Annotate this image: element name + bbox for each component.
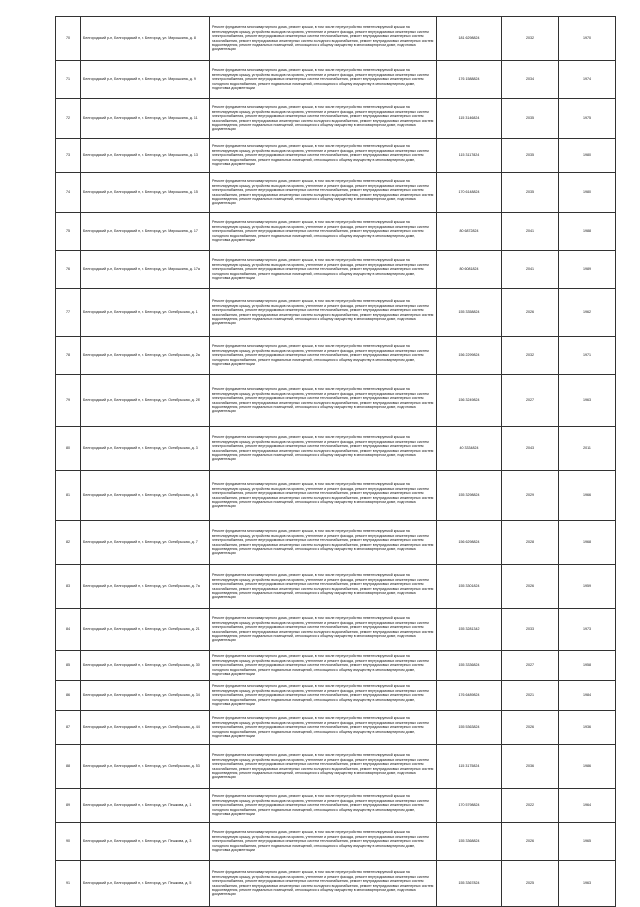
works-cell: Ремонт фундамента многоквартирного дома, ремонт крыши, в том числе переустройство невентилируемой крыши на вентилируемую крышу, устройство выходов на кровлю, утепление и ремонт фасада, ремонт внутридомовых инженерных систем электроснабжения, ремонт внутридомовых инженерных систем теплоснабжения, ремонт внутридомовых инженерных систем холодного водоснабжения, ремонт подвальных помещений, относящихся к общему имуществу в многоквартирном доме, подготовка документации <box>210 789 437 823</box>
table-row <box>56 337 616 375</box>
address-cell: Белгородский р-н, Белгородский п, г. Белгород, ул. Мирошкина, д. 17 <box>81 213 210 251</box>
table-row <box>56 375 616 427</box>
row-number: 82 <box>56 521 81 565</box>
cost-cell: 156 2299824 <box>437 337 502 375</box>
planned-year-cell: 2036 <box>502 745 559 789</box>
works-cell: Ремонт фундамента многоквартирного дома, ремонт крыши, в том числе переустройство невентилируемой крыши на вентилируемую крышу, устройство выходов на кровлю, утепление и ремонт фасада, ремонт внутридомовых инженерных систем электроснабжения, ремонт внутридомовых инженерных систем теплоснабжения, ремонт внутридомовых инженерных систем газоснабжения, ремонт внутридомовых инженерных систем холодного водоснабжения, ремонт внутридомовых инженерных систем водоотведения, ремонт подвальных помещений, относящихся к общему имуществу в многоквартирном доме, подготовка документации <box>210 99 437 139</box>
cost-cell: 156 3249824 <box>437 375 502 427</box>
cost-cell: 155 3301824 <box>437 565 502 609</box>
works-cell: Ремонт фундамента многоквартирного дома, ремонт крыши, в том числе переустройство невентилируемой крыши на вентилируемую крышу, устройство выходов на кровлю, утепление и ремонт фасада, ремонт внутридомовых инженерных систем электроснабжения, ремонт внутридомовых инженерных систем теплоснабжения, ремонт внутридомовых инженерных систем газоснабжения, ремонт внутридомовых инженерных систем холодного водоснабжения, ремонт внутридомовых инженерных систем водоотведения, ремонт подвальных помещений, относящихся к общему имуществу в многоквартирном доме, подготовка документации <box>210 375 437 427</box>
table-body <box>56 17 616 907</box>
row-number: 79 <box>56 375 81 427</box>
address-cell: Белгородский р-н, Белгородский п, г. Белгород, ул. Октябрьская, д. 2а <box>81 337 210 375</box>
address-cell: Белгородский р-н, Белгородский п, г. Белгород, ул. Пешкова, д. 3 <box>81 823 210 861</box>
built-year-cell: 1975 <box>559 99 616 139</box>
planned-year-cell: 2025 <box>502 861 559 907</box>
works-cell: Ремонт фундамента многоквартирного дома, ремонт крыши, в том числе переустройство невентилируемой крыши на вентилируемую крышу, устройство выходов на кровлю, утепление и ремонт фасада, ремонт внутридомовых инженерных систем электроснабжения, ремонт внутридомовых инженерных систем теплоснабжения, ремонт внутридомовых инженерных систем газоснабжения, ремонт внутридомовых инженерных систем холодного водоснабжения, ремонт внутридомовых инженерных систем водоотведения, ремонт подвальных помещений, относящихся к общему имуществу в многоквартирном доме, подготовка документации <box>210 521 437 565</box>
planned-year-cell: 2027 <box>502 651 559 681</box>
address-cell: Белгородский р-н, Белгородский п, г. Белгород, ул. Октябрьская, д. 1 <box>81 289 210 337</box>
built-year-cell: 1973 <box>559 609 616 651</box>
planned-year-cell: 2032 <box>502 337 559 375</box>
cost-cell: 181 6298824 <box>437 17 502 61</box>
table-row <box>56 251 616 289</box>
address-cell: Белгородский р-н, Белгородский п, г. Белгород, ул. Октябрьская, д. 53 <box>81 745 210 789</box>
address-cell: Белгородский р-н, Белгородский п, г. Белгород, ул. Мирошкина, д. 8 <box>81 17 210 61</box>
table-row <box>56 711 616 745</box>
works-cell: Ремонт фундамента многоквартирного дома, ремонт крыши, в том числе переустройство невентилируемой крыши на вентилируемую крышу, устройство выходов на кровлю, утепление и ремонт фасада, ремонт внутридомовых инженерных систем электроснабжения, ремонт внутридомовых инженерных систем теплоснабжения, ремонт внутридомовых инженерных систем газоснабжения, ремонт внутридомовых инженерных систем холодного водоснабжения, ремонт внутридомовых инженерных систем водоотведения, ремонт подвальных помещений, относящихся к общему имуществу в многоквартирном доме, подготовка документации <box>210 427 437 471</box>
cost-cell: 155 3368824 <box>437 823 502 861</box>
cost-cell: 155 3367824 <box>437 861 502 907</box>
planned-year-cell: 2033 <box>502 609 559 651</box>
works-cell: Ремонт фундамента многоквартирного дома, ремонт крыши, в том числе переустройство невентилируемой крыши на вентилируемую крышу, устройство выходов на кровлю, утепление и ремонт фасада, ремонт внутридомовых инженерных систем электроснабжения, ремонт внутридомовых инженерных систем теплоснабжения, ремонт внутридомовых инженерных систем холодного водоснабжения, ремонт подвальных помещений, относящихся к общему имуществу в многоквартирном доме, подготовка документации <box>210 337 437 375</box>
built-year-cell: 1980 <box>559 139 616 173</box>
address-cell: Белгородский р-н, Белгородский п, г. Белгород, ул. Мирошкина, д. 17а <box>81 251 210 289</box>
built-year-cell: 1964 <box>559 789 616 823</box>
built-year-cell: 1959 <box>559 565 616 609</box>
address-cell: Белгородский р-н, Белгородский п, г. Белгород, ул. Октябрьская, д. 5 <box>81 471 210 521</box>
built-year-cell: 2011 <box>559 427 616 471</box>
planned-year-cell: 2021 <box>502 681 559 711</box>
table-row <box>56 745 616 789</box>
works-cell: Ремонт фундамента многоквартирного дома, ремонт крыши, в том числе переустройство невентилируемой крыши на вентилируемую крышу, устройство выходов на кровлю, утепление и ремонт фасада, ремонт внутридомовых инженерных систем электроснабжения, ремонт внутридомовых инженерных систем теплоснабжения, ремонт внутридомовых инженерных систем холодного водоснабжения, ремонт подвальных помещений, относящихся к общему имуществу в многоквартирном доме, подготовка документации <box>210 251 437 289</box>
table-row <box>56 173 616 213</box>
cost-cell: 155 3281342 <box>437 609 502 651</box>
cost-cell: 170 5798824 <box>437 789 502 823</box>
works-cell: Ремонт фундамента многоквартирного дома, ремонт крыши, в том числе переустройство невентилируемой крыши на вентилируемую крышу, устройство выходов на кровлю, утепление и ремонт фасада, ремонт внутридомовых инженерных систем электроснабжения, ремонт внутридомовых инженерных систем теплоснабжения, ремонт внутридомовых инженерных систем холодного водоснабжения, ремонт подвальных помещений, относящихся к общему имуществу в многоквартирном доме, подготовка документации <box>210 711 437 745</box>
row-number: 83 <box>56 565 81 609</box>
table-row <box>56 565 616 609</box>
table-row <box>56 61 616 99</box>
repair-program-table <box>55 16 616 907</box>
planned-year-cell: 2028 <box>502 521 559 565</box>
cost-cell: 155 3358824 <box>437 289 502 337</box>
built-year-cell: 1974 <box>559 61 616 99</box>
built-year-cell: 1965 <box>559 823 616 861</box>
address-cell: Белгородский р-н, Белгородский п, г. Белгород, ул. Пешкова, д. 5 <box>81 861 210 907</box>
built-year-cell: 1980 <box>559 173 616 213</box>
table-row <box>56 823 616 861</box>
table-row <box>56 139 616 173</box>
planned-year-cell: 2022 <box>502 789 559 823</box>
address-cell: Белгородский р-н, Белгородский п, г. Белгород, ул. Октябрьская, д. 30 <box>81 651 210 681</box>
works-cell: Ремонт фундамента многоквартирного дома, ремонт крыши, в том числе переустройство невентилируемой крыши на вентилируемую крышу, устройство выходов на кровлю, утепление и ремонт фасада, ремонт внутридомовых инженерных систем электроснабжения, ремонт внутридомовых инженерных систем теплоснабжения, ремонт внутридомовых инженерных систем газоснабжения, ремонт внутридомовых инженерных систем холодного водоснабжения, ремонт внутридомовых инженерных систем водоотведения, ремонт подвальных помещений, относящихся к общему имуществу в многоквартирном доме, подготовка документации <box>210 745 437 789</box>
table-row <box>56 213 616 251</box>
table-row <box>56 681 616 711</box>
row-number: 77 <box>56 289 81 337</box>
row-number: 86 <box>56 681 81 711</box>
works-cell: Ремонт фундамента многоквартирного дома, ремонт крыши, в том числе переустройство невентилируемой крыши на вентилируемую крышу, устройство выходов на кровлю, утепление и ремонт фасада, ремонт внутридомовых инженерных систем электроснабжения, ремонт внутридомовых инженерных систем теплоснабжения, ремонт внутридомовых инженерных систем холодного водоснабжения, ремонт подвальных помещений, относящихся к общему имуществу в многоквартирном доме, подготовка документации <box>210 61 437 99</box>
row-number: 81 <box>56 471 81 521</box>
cost-cell: 176 6489824 <box>437 681 502 711</box>
address-cell: Белгородский р-н, Белгородский п, г. Белгород, ул. Октябрьская, д. 21 <box>81 609 210 651</box>
built-year-cell: 1989 <box>559 251 616 289</box>
works-cell: Ремонт фундамента многоквартирного дома, ремонт крыши, в том числе переустройство невентилируемой крыши на вентилируемую крышу, устройство выходов на кровлю, утепление и ремонт фасада, ремонт внутридомовых инженерных систем электроснабжения, ремонт внутридомовых инженерных систем теплоснабжения, ремонт внутридомовых инженерных систем газоснабжения, ремонт внутридомовых инженерных систем холодного водоснабжения, ремонт внутридомовых инженерных систем водоотведения, ремонт подвальных помещений, относящихся к общему имуществу в многоквартирном доме, подготовка документации <box>210 17 437 61</box>
table-row <box>56 609 616 651</box>
planned-year-cell: 2032 <box>502 17 559 61</box>
works-cell: Ремонт фундамента многоквартирного дома, ремонт крыши, в том числе переустройство невентилируемой крыши на вентилируемую крышу, устройство выходов на кровлю, утепление и ремонт фасада, ремонт внутридомовых инженерных систем электроснабжения, ремонт внутридомовых инженерных систем теплоснабжения, ремонт внутридомовых инженерных систем газоснабжения, ремонт внутридомовых инженерных систем холодного водоснабжения, ремонт внутридомовых инженерных систем водоотведения, ремонт подвальных помещений, относящихся к общему имуществу в многоквартирном доме, подготовка документации <box>210 861 437 907</box>
cost-cell: 115 3146824 <box>437 99 502 139</box>
table-row <box>56 789 616 823</box>
works-cell: Ремонт фундамента многоквартирного дома, ремонт крыши, в том числе переустройство невентилируемой крыши на вентилируемую крышу, устройство выходов на кровлю, утепление и ремонт фасада, ремонт внутридомовых инженерных систем электроснабжения, ремонт внутридомовых инженерных систем теплоснабжения, ремонт внутридомовых инженерных систем холодного водоснабжения, ремонт подвальных помещений, относящихся к общему имуществу в многоквартирном доме, подготовка документации <box>210 823 437 861</box>
row-number: 76 <box>56 251 81 289</box>
table-row <box>56 289 616 337</box>
built-year-cell: 1936 <box>559 711 616 745</box>
works-cell: Ремонт фундамента многоквартирного дома, ремонт крыши, в том числе переустройство невентилируемой крыши на вентилируемую крышу, устройство выходов на кровлю, утепление и ремонт фасада, ремонт внутридомовых инженерных систем электроснабжения, ремонт внутридомовых инженерных систем теплоснабжения, ремонт внутридомовых инженерных систем газоснабжения, ремонт внутридомовых инженерных систем холодного водоснабжения, ремонт внутридомовых инженерных систем водоотведения, ремонт подвальных помещений, относящихся к общему имуществу в многоквартирном доме, подготовка документации <box>210 471 437 521</box>
cost-cell: 155 3336824 <box>437 651 502 681</box>
cost-cell: 176 1588824 <box>437 61 502 99</box>
table-row <box>56 17 616 61</box>
row-number: 84 <box>56 609 81 651</box>
built-year-cell: 1963 <box>559 861 616 907</box>
address-cell: Белгородский р-н, Белгородский п, г. Белгород, ул. Мирошкина, д. 11 <box>81 99 210 139</box>
planned-year-cell: 2035 <box>502 139 559 173</box>
row-number: 74 <box>56 173 81 213</box>
row-number: 88 <box>56 745 81 789</box>
row-number: 75 <box>56 213 81 251</box>
row-number: 85 <box>56 651 81 681</box>
table-row <box>56 651 616 681</box>
cost-cell: 80 6081824 <box>437 251 502 289</box>
works-cell: Ремонт фундамента многоквартирного дома, ремонт крыши, в том числе переустройство невентилируемой крыши на вентилируемую крышу, устройство выходов на кровлю, утепление и ремонт фасада, ремонт внутридомовых инженерных систем электроснабжения, ремонт внутридомовых инженерных систем теплоснабжения, ремонт внутридомовых инженерных систем холодного водоснабжения, ремонт подвальных помещений, относящихся к общему имуществу в многоквартирном доме, подготовка документации <box>210 681 437 711</box>
works-cell: Ремонт фундамента многоквартирного дома, ремонт крыши, в том числе переустройство невентилируемой крыши на вентилируемую крышу, устройство выходов на кровлю, утепление и ремонт фасада, ремонт внутридомовых инженерных систем электроснабжения, ремонт внутридомовых инженерных систем теплоснабжения, ремонт внутридомовых инженерных систем газоснабжения, ремонт внутридомовых инженерных систем холодного водоснабжения, ремонт внутридомовых инженерных систем водоотведения, ремонт подвальных помещений, относящихся к общему имуществу в многоквартирном доме, подготовка документации <box>210 289 437 337</box>
works-cell: Ремонт фундамента многоквартирного дома, ремонт крыши, в том числе переустройство невентилируемой крыши на вентилируемую крышу, устройство выходов на кровлю, утепление и ремонт фасада, ремонт внутридомовых инженерных систем электроснабжения, ремонт внутридомовых инженерных систем теплоснабжения, ремонт внутридомовых инженерных систем холодного водоснабжения, ремонт подвальных помещений, относящихся к общему имуществу в многоквартирном доме, подготовка документации <box>210 651 437 681</box>
row-number: 73 <box>56 139 81 173</box>
planned-year-cell: 2026 <box>502 711 559 745</box>
row-number: 70 <box>56 17 81 61</box>
cost-cell: 115 3175824 <box>437 745 502 789</box>
planned-year-cell: 2034 <box>502 61 559 99</box>
address-cell: Белгородский р-н, Белгородский п, г. Белгород, ул. Мирошкина, д. 13 <box>81 139 210 173</box>
planned-year-cell: 2026 <box>502 823 559 861</box>
built-year-cell: 1988 <box>559 213 616 251</box>
built-year-cell: 1968 <box>559 521 616 565</box>
row-number: 78 <box>56 337 81 375</box>
address-cell: Белгородский р-н, Белгородский п, г. Белгород, ул. Пешкова, д. 1 <box>81 789 210 823</box>
address-cell: Белгородский р-н, Белгородский п, г. Белгород, ул. Мирошкина, д. 9 <box>81 61 210 99</box>
built-year-cell: 1958 <box>559 651 616 681</box>
row-number: 72 <box>56 99 81 139</box>
table-row <box>56 427 616 471</box>
table-row <box>56 99 616 139</box>
built-year-cell: 1986 <box>559 745 616 789</box>
planned-year-cell: 2026 <box>502 565 559 609</box>
row-number: 80 <box>56 427 81 471</box>
cost-cell: 155 3298824 <box>437 471 502 521</box>
table-row <box>56 521 616 565</box>
address-cell: Белгородский р-н, Белгородский п, г. Белгород, ул. Мирошкина, д. 15 <box>81 173 210 213</box>
built-year-cell: 1966 <box>559 471 616 521</box>
address-cell: Белгородский р-н, Белгородский п, г. Белгород, ул. Октябрьская, д. 2б <box>81 375 210 427</box>
address-cell: Белгородский р-н, Белгородский п, г. Белгород, ул. Октябрьская, д. 7а <box>81 565 210 609</box>
built-year-cell: 1984 <box>559 681 616 711</box>
works-cell: Ремонт фундамента многоквартирного дома, ремонт крыши, в том числе переустройство невентилируемой крыши на вентилируемую крышу, устройство выходов на кровлю, утепление и ремонт фасада, ремонт внутридомовых инженерных систем электроснабжения, ремонт внутридомовых инженерных систем теплоснабжения, ремонт внутридомовых инженерных систем газоснабжения, ремонт внутридомовых инженерных систем холодного водоснабжения, ремонт внутридомовых инженерных систем водоотведения, ремонт подвальных помещений, относящихся к общему имуществу в многоквартирном доме, подготовка документации <box>210 173 437 213</box>
cost-cell: 40 3334824 <box>437 427 502 471</box>
address-cell: Белгородский р-н, Белгородский п, г. Белгород, ул. Октябрьская, д. 34 <box>81 681 210 711</box>
cost-cell: 170 6148824 <box>437 173 502 213</box>
built-year-cell: 1971 <box>559 337 616 375</box>
planned-year-cell: 2043 <box>502 427 559 471</box>
built-year-cell: 1962 <box>559 289 616 337</box>
row-number: 90 <box>56 823 81 861</box>
row-number: 91 <box>56 861 81 907</box>
planned-year-cell: 2027 <box>502 375 559 427</box>
planned-year-cell: 2035 <box>502 99 559 139</box>
cost-cell: 156 6298824 <box>437 521 502 565</box>
planned-year-cell: 2026 <box>502 289 559 337</box>
cost-cell: 80 6872824 <box>437 213 502 251</box>
works-cell: Ремонт фундамента многоквартирного дома, ремонт крыши, в том числе переустройство невентилируемой крыши на вентилируемую крышу, устройство выходов на кровлю, утепление и ремонт фасада, ремонт внутридомовых инженерных систем электроснабжения, ремонт внутридомовых инженерных систем теплоснабжения, ремонт внутридомовых инженерных систем газоснабжения, ремонт внутридомовых инженерных систем холодного водоснабжения, ремонт внутридомовых инженерных систем водоотведения, ремонт подвальных помещений, относящихся к общему имуществу в многоквартирном доме, подготовка документации <box>210 609 437 651</box>
planned-year-cell: 2029 <box>502 471 559 521</box>
planned-year-cell: 2041 <box>502 213 559 251</box>
table-row <box>56 861 616 907</box>
works-cell: Ремонт фундамента многоквартирного дома, ремонт крыши, в том числе переустройство невентилируемой крыши на вентилируемую крышу, устройство выходов на кровлю, утепление и ремонт фасада, ремонт внутридомовых инженерных систем электроснабжения, ремонт внутридомовых инженерных систем теплоснабжения, ремонт внутридомовых инженерных систем холодного водоснабжения, ремонт подвальных помещений, относящихся к общему имуществу в многоквартирном доме, подготовка документации <box>210 139 437 173</box>
planned-year-cell: 2041 <box>502 251 559 289</box>
planned-year-cell: 2035 <box>502 173 559 213</box>
row-number: 87 <box>56 711 81 745</box>
cost-cell: 115 3117824 <box>437 139 502 173</box>
built-year-cell: 1970 <box>559 17 616 61</box>
document-page <box>55 16 591 907</box>
row-number: 71 <box>56 61 81 99</box>
address-cell: Белгородский р-н, Белгородский п, г. Белгород, ул. Октябрьская, д. 7 <box>81 521 210 565</box>
works-cell: Ремонт фундамента многоквартирного дома, ремонт крыши, в том числе переустройство невентилируемой крыши на вентилируемую крышу, устройство выходов на кровлю, утепление и ремонт фасада, ремонт внутридомовых инженерных систем электроснабжения, ремонт внутридомовых инженерных систем теплоснабжения, ремонт внутридомовых инженерных систем газоснабжения, ремонт внутридомовых инженерных систем холодного водоснабжения, ремонт внутридомовых инженерных систем водоотведения, ремонт подвальных помещений, относящихся к общему имуществу в многоквартирном доме, подготовка документации <box>210 565 437 609</box>
address-cell: Белгородский р-н, Белгородский п, г. Белгород, ул. Октябрьская, д. 3 <box>81 427 210 471</box>
address-cell: Белгородский р-н, Белгородский п, г. Белгород, ул. Октябрьская, д. 44 <box>81 711 210 745</box>
cost-cell: 155 5363824 <box>437 711 502 745</box>
works-cell: Ремонт фундамента многоквартирного дома, ремонт крыши, в том числе переустройство невентилируемой крыши на вентилируемую крышу, устройство выходов на кровлю, утепление и ремонт фасада, ремонт внутридомовых инженерных систем электроснабжения, ремонт внутридомовых инженерных систем теплоснабжения, ремонт внутридомовых инженерных систем холодного водоснабжения, ремонт подвальных помещений, относящихся к общему имуществу в многоквартирном доме, подготовка документации <box>210 213 437 251</box>
built-year-cell: 1963 <box>559 375 616 427</box>
row-number: 89 <box>56 789 81 823</box>
table-row <box>56 471 616 521</box>
